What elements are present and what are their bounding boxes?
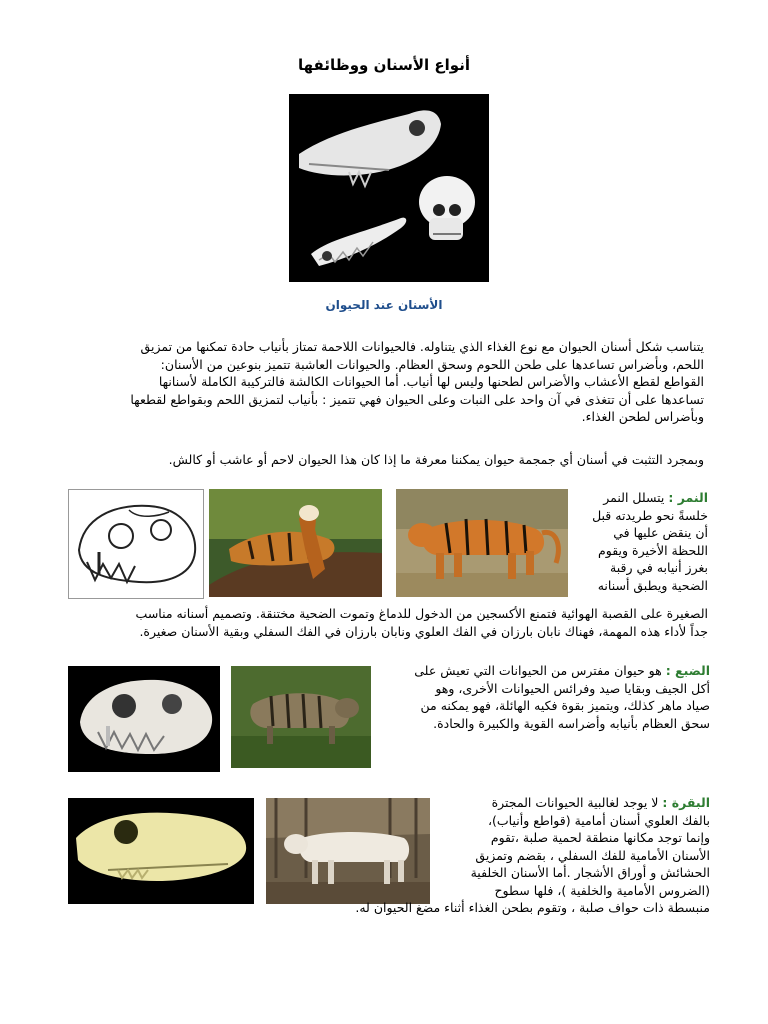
cow-line: الأسنان الأمامية للفك السفلي ، بقضم وتمزيق <box>475 847 710 863</box>
section-heading: الأسنان عند الحيوان <box>325 298 443 312</box>
tiger-line: بغرز أنيابه في رقبة <box>610 560 708 575</box>
tiger-label: النمر : <box>668 490 708 505</box>
cow-line: الحشائش و أوراق الأشجار .أما الأسنان الخلفية <box>470 865 710 880</box>
tiger-line: الضحية ويطبق أسنانه <box>597 577 708 593</box>
hyena-label: الضبع : <box>665 663 710 678</box>
cow-line: لا يوجد لغالبية الحيوانات المجترة <box>491 795 659 810</box>
hyena-line: صياد ماهر كذلك، ويتميز بقوة فكيه الهائلة، فهو يمكنه من <box>420 698 710 713</box>
document-title: أنواع الأسنان ووظائفها <box>297 56 470 74</box>
intro-paragraph <box>68 338 704 426</box>
cow-line: منبسطة ذات حواف صلبة ، وتقوم بطحن الغذاء أثناء مضغ الحيوان له. <box>355 900 710 915</box>
tiger-paragraph-continued <box>68 605 708 640</box>
tiger-line: يتسلل النمر <box>603 490 665 505</box>
summary-paragraph: وبمجرد التثبت في أسنان أي جمجمة حيوان يمكننا معرفة ما إذا كان هذا الحيوان لاحم أو عاشب أو كالش. <box>168 452 704 467</box>
hyena-photo <box>231 666 371 768</box>
cow-line: (الضروس الأمامية والخلفية )، فلها سطوح <box>494 882 710 898</box>
tiger-line: خلسةً نحو طريدته قبل <box>592 507 708 523</box>
tiger-line: اللحظة الأخيرة ويقوم <box>598 542 708 558</box>
hyena-line: سحق العظام بأنيابه وأضراسه القوية والكبيرة والحادة. <box>433 715 710 731</box>
tiger-line: جداً لأداء هذه المهمة، فهناك نابان بارزان في الفك العلوي ونابان بارزان في الفك السفلي وبقية الأسنان صغيرة. <box>139 623 708 639</box>
cow-line: وإنما توجد مكانها منطقة لحمية صلبة ،تقوم <box>490 830 710 845</box>
cow-paragraph <box>355 794 710 917</box>
tiger-walking-photo <box>396 489 568 597</box>
tiger-skull-drawing <box>68 489 204 599</box>
hyena-line: أكل الجيف وبقايا صيد وفرائس الحيوانات الأخرى، وهو <box>435 680 710 696</box>
intro-line: يتناسب شكل أسنان الحيوان مع نوع الغذاء الذي يتناوله. فالحيوانات اللاحمة تمتاز بأنياب حادة تمكنها من تمزيق <box>140 339 704 354</box>
tiger-paragraph <box>568 489 708 594</box>
cow-photo <box>266 798 430 904</box>
hyena-skull-photo <box>68 666 220 772</box>
skulls-image <box>289 94 489 282</box>
intro-line: القواطع لقطع الأعشاب والأضراس لطحنها وليس لها أنياب. أما الحيوانات الكالشة فالتركيبة الكاملة لأسنانها <box>158 374 704 389</box>
intro-line: وبأضراس لطحن الغذاء. <box>581 409 704 424</box>
cow-label: البقرة : <box>662 795 710 810</box>
cow-line: بالفك العلوي أسنان أمامية (قواطع وأنياب)، <box>488 812 710 828</box>
intro-line: اللحم، وبأضراس تساعدها على طحن اللحوم وسحق العظام. والحيوانات العاشبة تتميز بنوعين من الأسنان: <box>160 356 704 372</box>
hyena-paragraph <box>398 662 710 732</box>
tiger-line: الصغيرة على القصبة الهوائية فتمنع الأكسجين من الدخول للدماغ وتموت الضحية مختنقة. وتصميم أسنانه مناسب <box>135 606 708 621</box>
cow-skull-photo <box>68 798 254 904</box>
hyena-line: هو حيوان مفترس من الحيوانات التي تعيش على <box>414 663 662 678</box>
intro-line: تساعدها على أن تتغذى في آن واحد على النبات وعلى الحيوان فهي تتميز : بأنياب لتمزيق اللحم وبقواطع لقطعها <box>130 391 704 407</box>
tiger-hunting-photo <box>209 489 382 597</box>
tiger-line: أن ينقض عليها في <box>613 525 708 540</box>
